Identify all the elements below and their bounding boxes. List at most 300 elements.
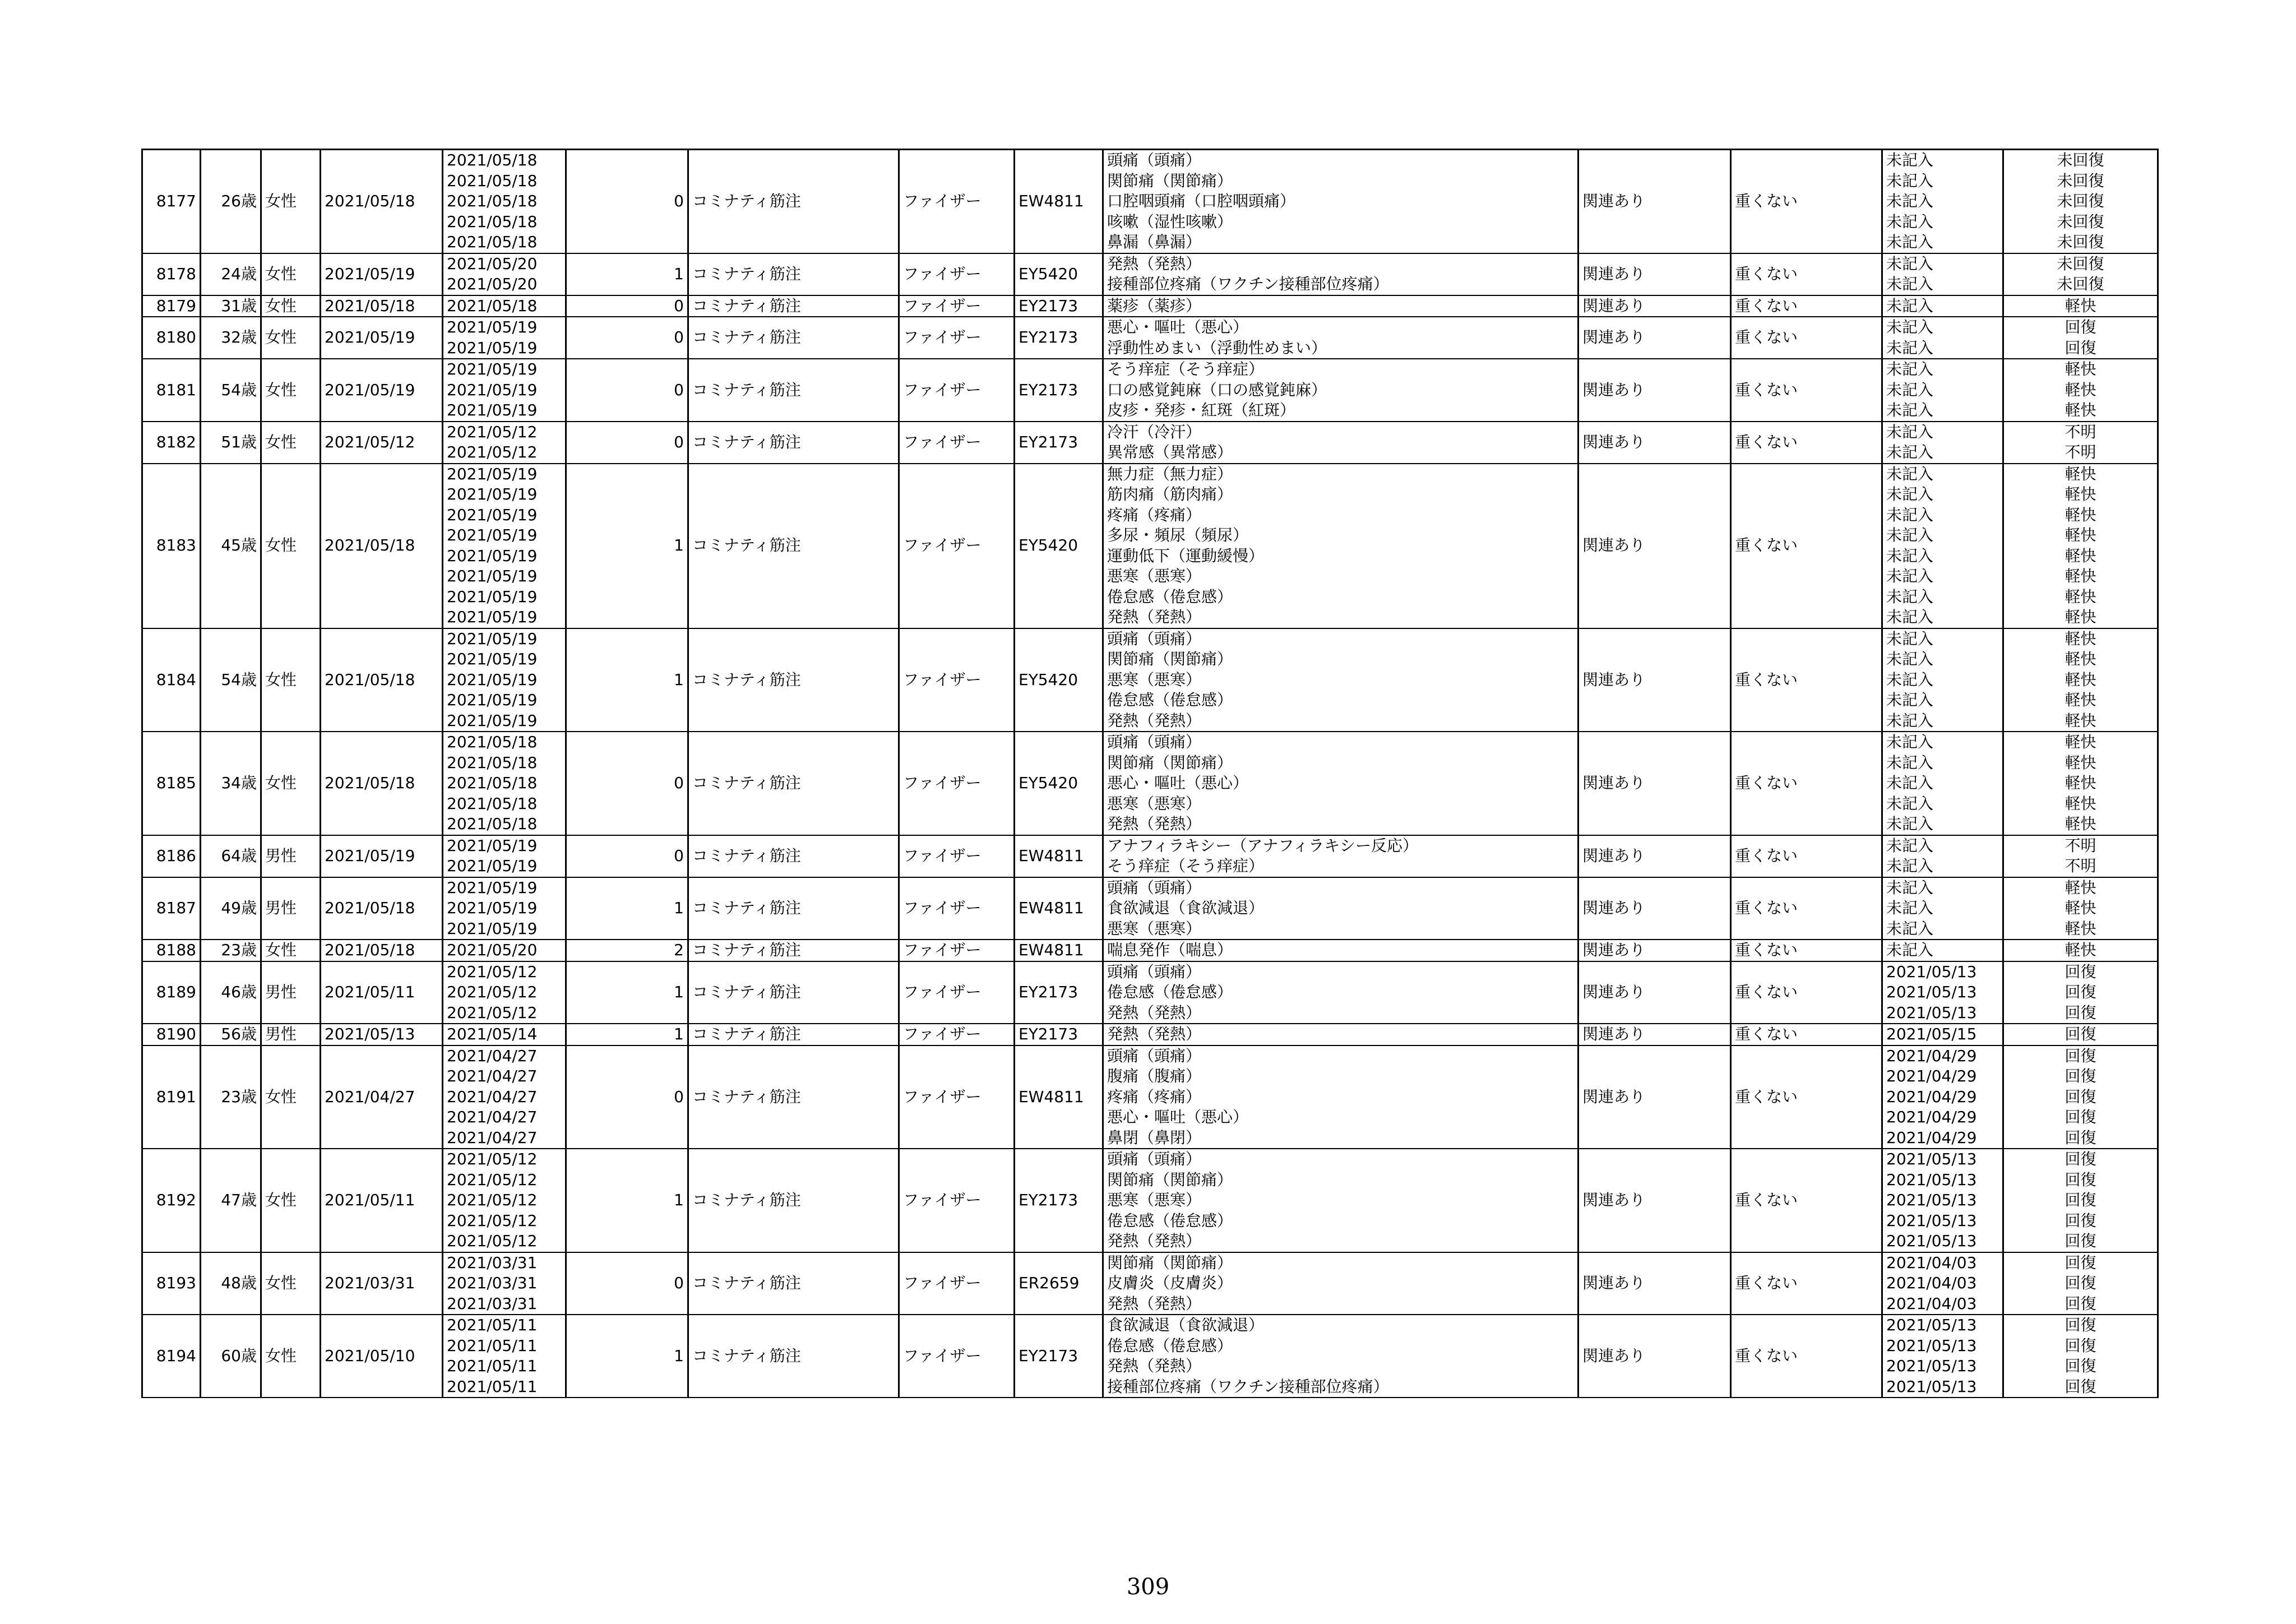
onset-date-cell	[443, 732, 566, 835]
case-id-cell: 8188	[142, 940, 201, 961]
onset-date-cell-line: 2021/05/18	[447, 171, 538, 190]
outcome-cell-line: 軽快	[2064, 587, 2096, 606]
causality-cell: 関連あり	[1578, 317, 1731, 359]
outcome-date-cell-line: 未記入	[1886, 360, 1934, 378]
case-id-cell: 8186	[142, 835, 201, 877]
onset-date-cell	[443, 877, 566, 940]
dose-cell: 1	[566, 877, 688, 940]
outcome-cell-line: 軽快	[2064, 650, 2096, 668]
sex-cell: 女性	[261, 359, 321, 422]
symptom-cell	[1103, 877, 1578, 940]
onset-date-cell-line: 2021/04/27	[447, 1046, 538, 1065]
symptom-cell	[1103, 359, 1578, 422]
symptom-cell	[1103, 1149, 1578, 1252]
outcome-date-cell-line: 2021/04/29	[1886, 1087, 1977, 1106]
outcome-cell-line: 回復	[2064, 962, 2096, 981]
outcome-cell	[2003, 295, 2158, 317]
onset-date-cell-line: 2021/05/18	[447, 151, 538, 169]
dose-cell: 1	[566, 628, 688, 732]
outcome-date-cell	[1882, 877, 2003, 940]
case-id-cell: 8183	[142, 464, 201, 628]
vaccine-name-cell: コミナティ筋注	[688, 628, 899, 732]
outcome-date-cell-line: 2021/04/03	[1886, 1294, 1977, 1313]
manufacturer-cell: ファイザー	[899, 464, 1015, 628]
onset-date-cell	[443, 317, 566, 359]
outcome-date-cell-line: 未記入	[1886, 899, 1934, 917]
outcome-date-cell-line: 未記入	[1886, 608, 1934, 626]
symptom-cell-line: そう痒症（そう痒症）	[1107, 360, 1265, 378]
symptom-cell-line: 関節痛（関節痛）	[1107, 1253, 1233, 1272]
outcome-date-cell-line: 2021/05/13	[1886, 1150, 1977, 1168]
vaccine-name-cell: コミナティ筋注	[688, 732, 899, 835]
vaccine-name-cell: コミナティ筋注	[688, 1315, 899, 1398]
vaccination-date-cell: 2021/05/19	[321, 253, 443, 295]
outcome-cell-line: 不明	[2064, 422, 2096, 441]
causality-cell: 関連あり	[1578, 628, 1731, 732]
outcome-cell-line: 不明	[2064, 857, 2096, 875]
onset-date-cell-line: 2021/05/19	[447, 526, 538, 544]
onset-date-cell-line: 2021/05/12	[447, 983, 538, 1001]
table-row	[142, 359, 2158, 422]
outcome-date-cell-line: 未記入	[1886, 401, 1934, 419]
severity-cell: 重くない	[1731, 150, 1882, 253]
outcome-date-cell	[1882, 1024, 2003, 1045]
vaccine-name-cell: コミナティ筋注	[688, 253, 899, 295]
vaccine-name-cell: コミナティ筋注	[688, 422, 899, 464]
sex-cell: 女性	[261, 940, 321, 961]
onset-date-cell-line: 2021/05/19	[447, 318, 538, 336]
onset-date-cell-line: 2021/05/18	[447, 815, 538, 833]
outcome-date-cell-line: 2021/04/29	[1886, 1046, 1977, 1065]
symptom-cell-line: 関節痛（関節痛）	[1107, 650, 1233, 668]
vaccination-date-cell: 2021/05/18	[321, 150, 443, 253]
dose-cell: 0	[566, 1045, 688, 1149]
outcome-cell	[2003, 359, 2158, 422]
onset-date-cell	[443, 1149, 566, 1252]
onset-date-cell	[443, 253, 566, 295]
lot-number-cell: EW4811	[1015, 835, 1103, 877]
causality-cell: 関連あり	[1578, 295, 1731, 317]
onset-date-cell-line: 2021/05/20	[447, 941, 538, 959]
outcome-cell-line: 軽快	[2064, 878, 2096, 897]
onset-date-cell-line: 2021/05/18	[447, 794, 538, 813]
causality-cell: 関連あり	[1578, 961, 1731, 1024]
outcome-cell-line: 軽快	[2064, 899, 2096, 917]
dose-cell: 0	[566, 295, 688, 317]
outcome-cell	[2003, 961, 2158, 1024]
onset-date-cell-line: 2021/05/12	[447, 1211, 538, 1230]
onset-date-cell-line: 2021/05/19	[447, 505, 538, 524]
outcome-date-cell	[1882, 1252, 2003, 1315]
outcome-date-cell-line: 未記入	[1886, 318, 1934, 336]
outcome-date-cell-line: 未記入	[1886, 794, 1934, 813]
sex-cell: 女性	[261, 295, 321, 317]
symptom-cell-line: 疼痛（疼痛）	[1107, 1087, 1202, 1106]
outcome-date-cell-line: 未記入	[1886, 546, 1934, 565]
age-cell: 54歳	[201, 359, 261, 422]
symptom-cell-line: 多尿・頻尿（頻尿）	[1107, 526, 1249, 544]
causality-cell: 関連あり	[1578, 1045, 1731, 1149]
dose-cell: 0	[566, 732, 688, 835]
table-row	[142, 317, 2158, 359]
symptom-cell-line: 発熱（発熱）	[1107, 608, 1202, 626]
age-cell: 47歳	[201, 1149, 261, 1252]
onset-date-cell-line: 2021/04/27	[447, 1067, 538, 1085]
lot-number-cell: EW4811	[1015, 877, 1103, 940]
outcome-cell-line: 回復	[2064, 318, 2096, 336]
outcome-date-cell-line: 未記入	[1886, 567, 1934, 585]
causality-cell: 関連あり	[1578, 359, 1731, 422]
outcome-date-cell-line: 2021/05/13	[1886, 1170, 1977, 1189]
manufacturer-cell: ファイザー	[899, 1315, 1015, 1398]
onset-date-cell-line: 2021/05/12	[447, 422, 538, 441]
symptom-cell-line: 冷汗（冷汗）	[1107, 422, 1202, 441]
outcome-date-cell-line: 2021/05/13	[1886, 1191, 1977, 1209]
outcome-cell	[2003, 1149, 2158, 1252]
table-row	[142, 422, 2158, 464]
outcome-date-cell-line: 2021/04/29	[1886, 1067, 1977, 1085]
vaccination-date-cell: 2021/05/18	[321, 940, 443, 961]
symptom-cell	[1103, 1252, 1578, 1315]
lot-number-cell: ER2659	[1015, 1252, 1103, 1315]
outcome-cell	[2003, 253, 2158, 295]
onset-date-cell	[443, 464, 566, 628]
age-cell: 48歳	[201, 1252, 261, 1315]
outcome-cell-line: 不明	[2064, 836, 2096, 855]
symptom-cell	[1103, 150, 1578, 253]
symptom-cell-line: 関節痛（関節痛）	[1107, 1170, 1233, 1189]
symptom-cell-line: 倦怠感（倦怠感）	[1107, 691, 1233, 709]
outcome-cell-line: 回復	[2064, 1377, 2096, 1396]
symptom-cell	[1103, 940, 1578, 961]
onset-date-cell-line: 2021/03/31	[447, 1274, 538, 1292]
onset-date-cell-line: 2021/05/12	[447, 443, 538, 461]
table-row	[142, 1315, 2158, 1398]
outcome-date-cell-line: 未記入	[1886, 774, 1934, 792]
symptom-cell	[1103, 1315, 1578, 1398]
manufacturer-cell: ファイザー	[899, 422, 1015, 464]
outcome-cell-line: 軽快	[2064, 711, 2096, 730]
vaccine-name-cell: コミナティ筋注	[688, 295, 899, 317]
onset-date-cell-line: 2021/05/19	[447, 711, 538, 730]
outcome-date-cell	[1882, 359, 2003, 422]
outcome-cell-line: 軽快	[2064, 526, 2096, 544]
onset-date-cell-line: 2021/05/19	[447, 857, 538, 875]
symptom-cell-line: 口の感覚鈍麻（口の感覚鈍麻）	[1107, 380, 1327, 399]
age-cell: 34歳	[201, 732, 261, 835]
sex-cell: 女性	[261, 1149, 321, 1252]
sex-cell: 女性	[261, 732, 321, 835]
symptom-cell-line: 発熱（発熱）	[1107, 1294, 1202, 1313]
age-cell: 64歳	[201, 835, 261, 877]
symptom-cell-line: 悪心・嘔吐（悪心）	[1107, 1108, 1249, 1126]
symptom-cell	[1103, 253, 1578, 295]
outcome-date-cell-line: 未記入	[1886, 878, 1934, 897]
sex-cell: 女性	[261, 1252, 321, 1315]
onset-date-cell-line: 2021/05/19	[447, 360, 538, 378]
onset-date-cell-line: 2021/05/12	[447, 1150, 538, 1168]
outcome-date-cell	[1882, 295, 2003, 317]
lot-number-cell: EY2173	[1015, 317, 1103, 359]
sex-cell: 女性	[261, 1045, 321, 1149]
onset-date-cell-line: 2021/05/19	[447, 485, 538, 503]
onset-date-cell	[443, 1024, 566, 1045]
case-id-cell: 8192	[142, 1149, 201, 1252]
symptom-cell-line: 疼痛（疼痛）	[1107, 505, 1202, 524]
symptom-cell-line: 頭痛（頭痛）	[1107, 629, 1202, 648]
lot-number-cell: EY5420	[1015, 464, 1103, 628]
outcome-date-cell-line: 2021/05/15	[1886, 1025, 1977, 1043]
symptom-cell-line: 悪心・嘔吐（悪心）	[1107, 774, 1249, 792]
onset-date-cell-line: 2021/05/18	[447, 192, 538, 210]
vaccination-date-cell: 2021/03/31	[321, 1252, 443, 1315]
outcome-cell-line: 軽快	[2064, 608, 2096, 626]
outcome-cell-line: 軽快	[2064, 485, 2096, 503]
symptom-cell	[1103, 422, 1578, 464]
outcome-cell-line: 回復	[2064, 1003, 2096, 1022]
onset-date-cell	[443, 835, 566, 877]
causality-cell: 関連あり	[1578, 732, 1731, 835]
outcome-cell-line: 回復	[2064, 1294, 2096, 1313]
age-cell: 51歳	[201, 422, 261, 464]
onset-date-cell-line: 2021/05/18	[447, 296, 538, 315]
outcome-date-cell	[1882, 961, 2003, 1024]
onset-date-cell-line: 2021/05/19	[447, 608, 538, 626]
onset-date-cell-line: 2021/05/19	[447, 587, 538, 606]
vaccine-name-cell: コミナティ筋注	[688, 317, 899, 359]
severity-cell: 重くない	[1731, 422, 1882, 464]
sex-cell: 女性	[261, 422, 321, 464]
onset-date-cell	[443, 1252, 566, 1315]
symptom-cell-line: 悪寒（悪寒）	[1107, 919, 1202, 938]
dose-cell: 1	[566, 1024, 688, 1045]
manufacturer-cell: ファイザー	[899, 1024, 1015, 1045]
manufacturer-cell: ファイザー	[899, 1252, 1015, 1315]
symptom-cell	[1103, 1045, 1578, 1149]
case-id-cell: 8185	[142, 732, 201, 835]
symptom-cell-line: 頭痛（頭痛）	[1107, 1046, 1202, 1065]
case-id-cell: 8194	[142, 1315, 201, 1398]
onset-date-cell-line: 2021/05/11	[447, 1316, 538, 1334]
dose-cell: 1	[566, 1149, 688, 1252]
outcome-date-cell	[1882, 317, 2003, 359]
outcome-cell-line: 回復	[2064, 1150, 2096, 1168]
table-row	[142, 1149, 2158, 1252]
onset-date-cell-line: 2021/05/19	[447, 401, 538, 419]
outcome-cell-line: 軽快	[2064, 567, 2096, 585]
outcome-cell-line: 回復	[2064, 1316, 2096, 1334]
outcome-cell-line: 軽快	[2064, 360, 2096, 378]
causality-cell: 関連あり	[1578, 422, 1731, 464]
vaccine-name-cell: コミナティ筋注	[688, 1149, 899, 1252]
vaccination-date-cell: 2021/04/27	[321, 1045, 443, 1149]
outcome-cell-line: 軽快	[2064, 505, 2096, 524]
manufacturer-cell: ファイザー	[899, 940, 1015, 961]
outcome-date-cell-line: 未記入	[1886, 233, 1934, 251]
outcome-cell-line: 回復	[2064, 1253, 2096, 1272]
onset-date-cell-line: 2021/05/18	[447, 753, 538, 772]
causality-cell: 関連あり	[1578, 150, 1731, 253]
symptom-cell	[1103, 295, 1578, 317]
vaccination-date-cell: 2021/05/11	[321, 961, 443, 1024]
outcome-cell	[2003, 1045, 2158, 1149]
vaccine-name-cell: コミナティ筋注	[688, 464, 899, 628]
outcome-cell	[2003, 1315, 2158, 1398]
outcome-date-cell	[1882, 150, 2003, 253]
outcome-date-cell-line: 未記入	[1886, 338, 1934, 357]
lot-number-cell: EY2173	[1015, 1315, 1103, 1398]
sex-cell: 男性	[261, 961, 321, 1024]
age-cell: 32歳	[201, 317, 261, 359]
outcome-cell-line: 回復	[2064, 1357, 2096, 1375]
onset-date-cell-line: 2021/04/27	[447, 1108, 538, 1126]
onset-date-cell-line: 2021/05/19	[447, 546, 538, 565]
age-cell: 49歳	[201, 877, 261, 940]
outcome-date-cell-line: 未記入	[1886, 505, 1934, 524]
causality-cell: 関連あり	[1578, 464, 1731, 628]
symptom-cell-line: 発熱（発熱）	[1107, 1232, 1202, 1250]
vaccine-name-cell: コミナティ筋注	[688, 359, 899, 422]
symptom-cell-line: 悪寒（悪寒）	[1107, 1191, 1202, 1209]
onset-date-cell-line: 2021/04/27	[447, 1087, 538, 1106]
outcome-date-cell	[1882, 835, 2003, 877]
symptom-cell-line: 悪寒（悪寒）	[1107, 670, 1202, 689]
severity-cell: 重くない	[1731, 464, 1882, 628]
table-row	[142, 835, 2158, 877]
vaccination-date-cell: 2021/05/18	[321, 464, 443, 628]
outcome-date-cell-line: 未記入	[1886, 836, 1934, 855]
outcome-date-cell	[1882, 628, 2003, 732]
outcome-cell	[2003, 422, 2158, 464]
outcome-date-cell	[1882, 732, 2003, 835]
vaccine-name-cell: コミナティ筋注	[688, 1024, 899, 1045]
outcome-cell-line: 軽快	[2064, 380, 2096, 399]
onset-date-cell-line: 2021/05/19	[447, 836, 538, 855]
dose-cell: 1	[566, 253, 688, 295]
symptom-cell-line: アナフィラキシー（アナフィラキシー反応）	[1107, 836, 1418, 855]
vaccine-name-cell: コミナティ筋注	[688, 835, 899, 877]
symptom-cell-line: 発熱（発熱）	[1107, 1003, 1202, 1022]
age-cell: 56歳	[201, 1024, 261, 1045]
outcome-cell-line: 未回復	[2057, 192, 2104, 210]
outcome-date-cell-line: 未記入	[1886, 296, 1934, 315]
dose-cell: 0	[566, 1252, 688, 1315]
onset-date-cell-line: 2021/05/14	[447, 1025, 538, 1043]
onset-date-cell-line: 2021/05/19	[447, 650, 538, 668]
table-row	[142, 464, 2158, 628]
onset-date-cell-line: 2021/05/19	[447, 464, 538, 483]
age-cell: 54歳	[201, 628, 261, 732]
symptom-cell	[1103, 961, 1578, 1024]
symptom-cell-line: 頭痛（頭痛）	[1107, 151, 1202, 169]
table-row	[142, 253, 2158, 295]
outcome-cell-line: 軽快	[2064, 546, 2096, 565]
outcome-date-cell-line: 未記入	[1886, 941, 1934, 959]
onset-date-cell-line: 2021/05/19	[447, 629, 538, 648]
lot-number-cell: EY2173	[1015, 295, 1103, 317]
symptom-cell-line: 食欲減退（食欲減退）	[1107, 899, 1265, 917]
outcome-cell-line: 回復	[2064, 1046, 2096, 1065]
outcome-date-cell	[1882, 1149, 2003, 1252]
onset-date-cell-line: 2021/05/18	[447, 212, 538, 231]
onset-date-cell-line: 2021/03/31	[447, 1294, 538, 1313]
symptom-cell-line: 皮膚炎（皮膚炎）	[1107, 1274, 1233, 1292]
outcome-cell-line: 軽快	[2064, 774, 2096, 792]
outcome-date-cell-line: 未記入	[1886, 691, 1934, 709]
symptom-cell-line: 発熱（発熱）	[1107, 254, 1202, 273]
outcome-date-cell-line: 未記入	[1886, 464, 1934, 483]
onset-date-cell	[443, 422, 566, 464]
vaccination-date-cell: 2021/05/10	[321, 1315, 443, 1398]
outcome-cell	[2003, 628, 2158, 732]
outcome-cell-line: 回復	[2064, 1336, 2096, 1355]
outcome-date-cell-line: 未記入	[1886, 443, 1934, 461]
outcome-date-cell-line: 未記入	[1886, 254, 1934, 273]
age-cell: 23歳	[201, 1045, 261, 1149]
outcome-cell-line: 回復	[2064, 1128, 2096, 1147]
case-id-cell: 8190	[142, 1024, 201, 1045]
lot-number-cell: EW4811	[1015, 150, 1103, 253]
symptom-cell-line: 倦怠感（倦怠感）	[1107, 983, 1233, 1001]
symptom-cell-line: 鼻閉（鼻閉）	[1107, 1128, 1202, 1147]
outcome-date-cell-line: 未記入	[1886, 650, 1934, 668]
vaccination-date-cell: 2021/05/19	[321, 835, 443, 877]
outcome-date-cell-line: 2021/04/03	[1886, 1253, 1977, 1272]
onset-date-cell-line: 2021/05/11	[447, 1377, 538, 1396]
severity-cell: 重くない	[1731, 940, 1882, 961]
lot-number-cell: EY2173	[1015, 359, 1103, 422]
outcome-cell	[2003, 940, 2158, 961]
outcome-date-cell-line: 未記入	[1886, 711, 1934, 730]
outcome-date-cell-line: 未記入	[1886, 171, 1934, 190]
causality-cell: 関連あり	[1578, 1024, 1731, 1045]
onset-date-cell-line: 2021/05/19	[447, 899, 538, 917]
onset-date-cell	[443, 295, 566, 317]
outcome-date-cell-line: 2021/04/03	[1886, 1274, 1977, 1292]
symptom-cell-line: 浮動性めまい（浮動性めまい）	[1107, 338, 1327, 357]
outcome-date-cell-line: 2021/05/13	[1886, 1316, 1977, 1334]
dose-cell: 0	[566, 835, 688, 877]
onset-date-cell	[443, 150, 566, 253]
dose-cell: 0	[566, 422, 688, 464]
symptom-cell-line: 発熱（発熱）	[1107, 815, 1202, 833]
outcome-date-cell	[1882, 1045, 2003, 1149]
outcome-cell-line: 回復	[2064, 1211, 2096, 1230]
onset-date-cell	[443, 940, 566, 961]
outcome-date-cell-line: 未記入	[1886, 151, 1934, 169]
onset-date-cell-line: 2021/05/12	[447, 1003, 538, 1022]
lot-number-cell: EW4811	[1015, 1045, 1103, 1149]
symptom-cell-line: 口腔咽頭痛（口腔咽頭痛）	[1107, 192, 1296, 210]
case-id-cell: 8182	[142, 422, 201, 464]
table-row	[142, 732, 2158, 835]
lot-number-cell: EY5420	[1015, 732, 1103, 835]
symptom-cell-line: 関節痛（関節痛）	[1107, 171, 1233, 190]
outcome-cell-line: 不明	[2064, 443, 2096, 461]
outcome-cell-line: 未回復	[2057, 171, 2104, 190]
outcome-cell	[2003, 464, 2158, 628]
table-row	[142, 1024, 2158, 1045]
outcome-cell-line: 軽快	[2064, 670, 2096, 689]
outcome-cell-line: 軽快	[2064, 815, 2096, 833]
severity-cell: 重くない	[1731, 1024, 1882, 1045]
lot-number-cell: EY2173	[1015, 422, 1103, 464]
lot-number-cell: EW4811	[1015, 940, 1103, 961]
outcome-date-cell-line: 2021/05/13	[1886, 983, 1977, 1001]
symptom-cell-line: 鼻漏（鼻漏）	[1107, 233, 1202, 251]
manufacturer-cell: ファイザー	[899, 359, 1015, 422]
outcome-cell-line: 軽快	[2064, 753, 2096, 772]
